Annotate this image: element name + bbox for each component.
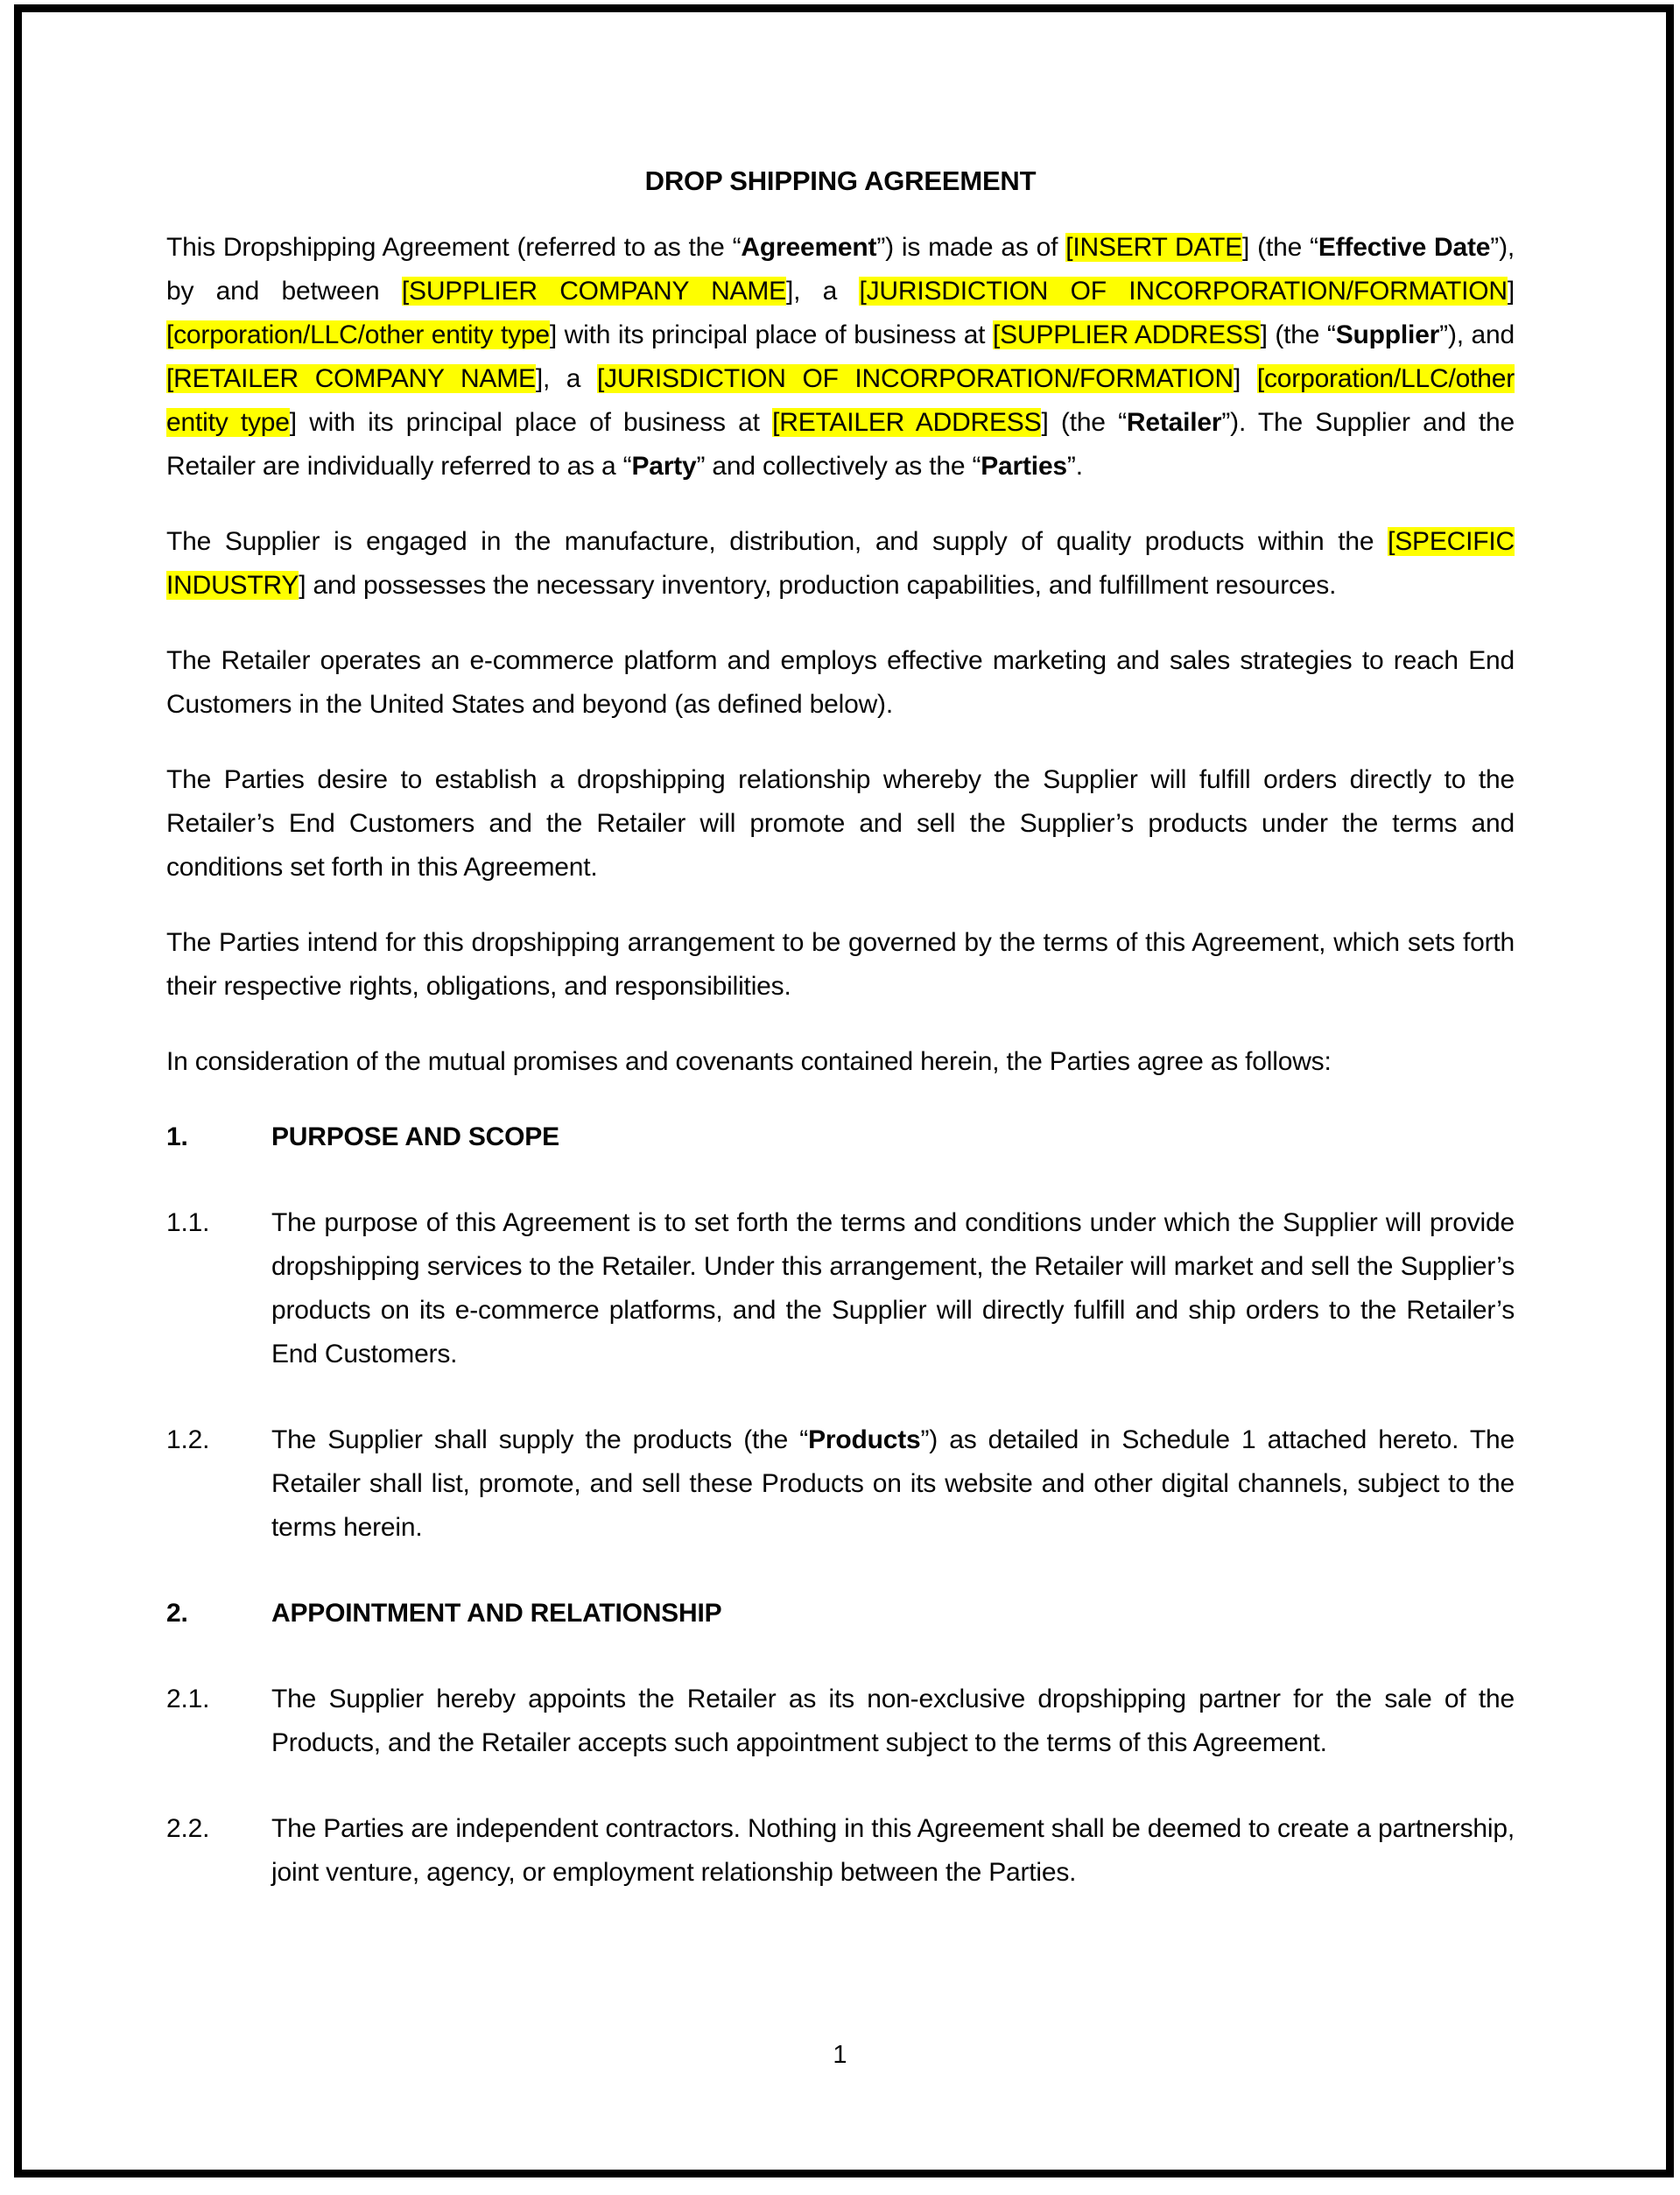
highlighted-placeholder: [corporation/LLC/other entity type [166,364,1515,437]
numbered-clause [166,1201,1515,1376]
paragraph [166,226,1515,489]
section-heading [166,1592,1515,1636]
body-text: The Supplier shall supply the products (the “ [271,1425,809,1454]
section-title: PURPOSE AND SCOPE [271,1122,559,1151]
document-title: DROP SHIPPING AGREEMENT [644,165,1037,196]
clause-number: 2.1. [166,1685,210,1713]
paragraph [166,639,1515,727]
defined-term: Party [631,452,697,481]
body-text: ] with its principal place of business at [549,320,993,349]
body-text: ] with its principal place of business at [289,408,773,437]
body-text: ], a [785,277,860,306]
highlighted-placeholder: [SUPPLIER ADDRESS [992,320,1261,349]
body-text: ”), and [1439,320,1515,349]
body-text: ] and possesses the necessary inventory, production capabilities, and fulfillment resources. [299,571,1337,600]
numbered-clause [166,1678,1515,1765]
body-text: ”). The Supplier and the Retailer are individually referred to as a “ [166,408,1515,481]
highlighted-placeholder: [JURISDICTION OF INCORPORATION/FORMATION [859,277,1508,306]
highlighted-placeholder: [RETAILER COMPANY NAME [166,364,536,393]
body-text: The Supplier is engaged in the manufacture, distribution, and supply of quality products within the [166,527,1388,556]
defined-term: Supplier [1335,320,1440,349]
section-heading [166,1115,1515,1159]
highlighted-placeholder: [SPECIFIC INDUSTRY [166,527,1515,600]
section-title: APPOINTMENT AND RELATIONSHIP [271,1599,722,1628]
body-text: ], a [535,364,597,393]
body-text: ] (the “ [1260,320,1336,349]
body-text: The purpose of this Agreement is to set forth the terms and conditions under which the Supplier will provide dropshipping services to the Retailer. Under this arrangement, the Retailer will market and sell the Supplier’s products on its e-commerce platforms, and the Supplier will directly fulfill and ship orders to the Retailer’s End Customers. [271,1208,1515,1368]
body-text: The Parties desire to establish a dropshipping relationship whereby the Supplier will fulfill orders directly to the Retailer’s End Customers and the Retailer will promote and sell the Supplier’s products under the terms and conditions set forth in this Agreement. [166,765,1515,882]
defined-term: Agreement [741,233,877,262]
highlighted-placeholder: [corporation/LLC/other entity type [166,320,550,349]
clause-number: 1.1. [166,1208,210,1237]
defined-term: Parties [981,452,1067,481]
body-text: ”) is made as of [876,233,1066,262]
body-text: ”. [1066,452,1083,481]
defined-term: Retailer [1126,408,1222,437]
body-text: ] (the “ [1041,408,1127,437]
numbered-clause [166,1418,1515,1550]
defined-term: Effective Date [1318,233,1491,262]
body-text: In consideration of the mutual promises and covenants contained herein, the Parties agree as follows: [166,1047,1332,1076]
paragraph [166,1040,1515,1084]
body-text: The Supplier hereby appoints the Retailer as its non-exclusive dropshipping partner for the sale of the Products, and the Retailer accepts such appointment subject to the terms of this Agreement. [271,1685,1515,1757]
page-number: 1 [833,2041,847,2069]
clause-number: 2.2. [166,1814,210,1843]
highlighted-placeholder: [SUPPLIER COMPANY NAME [401,277,786,306]
document-content [166,159,1515,1937]
body-text: The Retailer operates an e-commerce platform and employs effective marketing and sales strategies to reach End Customers in the United States and beyond (as defined below). [166,646,1515,719]
body-text: ] [1507,277,1515,306]
section-number: 2. [166,1599,188,1628]
paragraph [166,758,1515,890]
paragraph [166,520,1515,608]
body-text: This Dropshipping Agreement (referred to as the “ [166,233,742,262]
highlighted-placeholder: [JURISDICTION OF INCORPORATION/FORMATION [597,364,1234,393]
body-text: ” and collectively as the “ [696,452,981,481]
body-text: The Parties intend for this dropshipping arrangement to be governed by the terms of this Agreement, which sets forth their respective rights, obligations, and responsibilities. [166,928,1515,1001]
document-body [166,226,1515,1895]
body-text: ”) as detailed in Schedule 1 attached hereto. The Retailer shall list, promote, and sell these Products on its website and other digital channels, subject to the terms herein. [271,1425,1515,1542]
defined-term: Products [808,1425,921,1454]
section-number: 1. [166,1122,188,1151]
body-text: ] (the “ [1242,233,1318,262]
numbered-clause [166,1807,1515,1895]
highlighted-placeholder: [INSERT DATE [1065,233,1243,262]
clause-number: 1.2. [166,1425,210,1454]
highlighted-placeholder: [RETAILER ADDRESS [772,408,1042,437]
body-text: ] [1234,364,1257,393]
paragraph [166,921,1515,1009]
body-text: ”), by and between [166,233,1515,306]
body-text: The Parties are independent contractors. Nothing in this Agreement shall be deemed to create a partnership, joint venture, agency, or employment relationship between the Parties. [271,1814,1515,1887]
